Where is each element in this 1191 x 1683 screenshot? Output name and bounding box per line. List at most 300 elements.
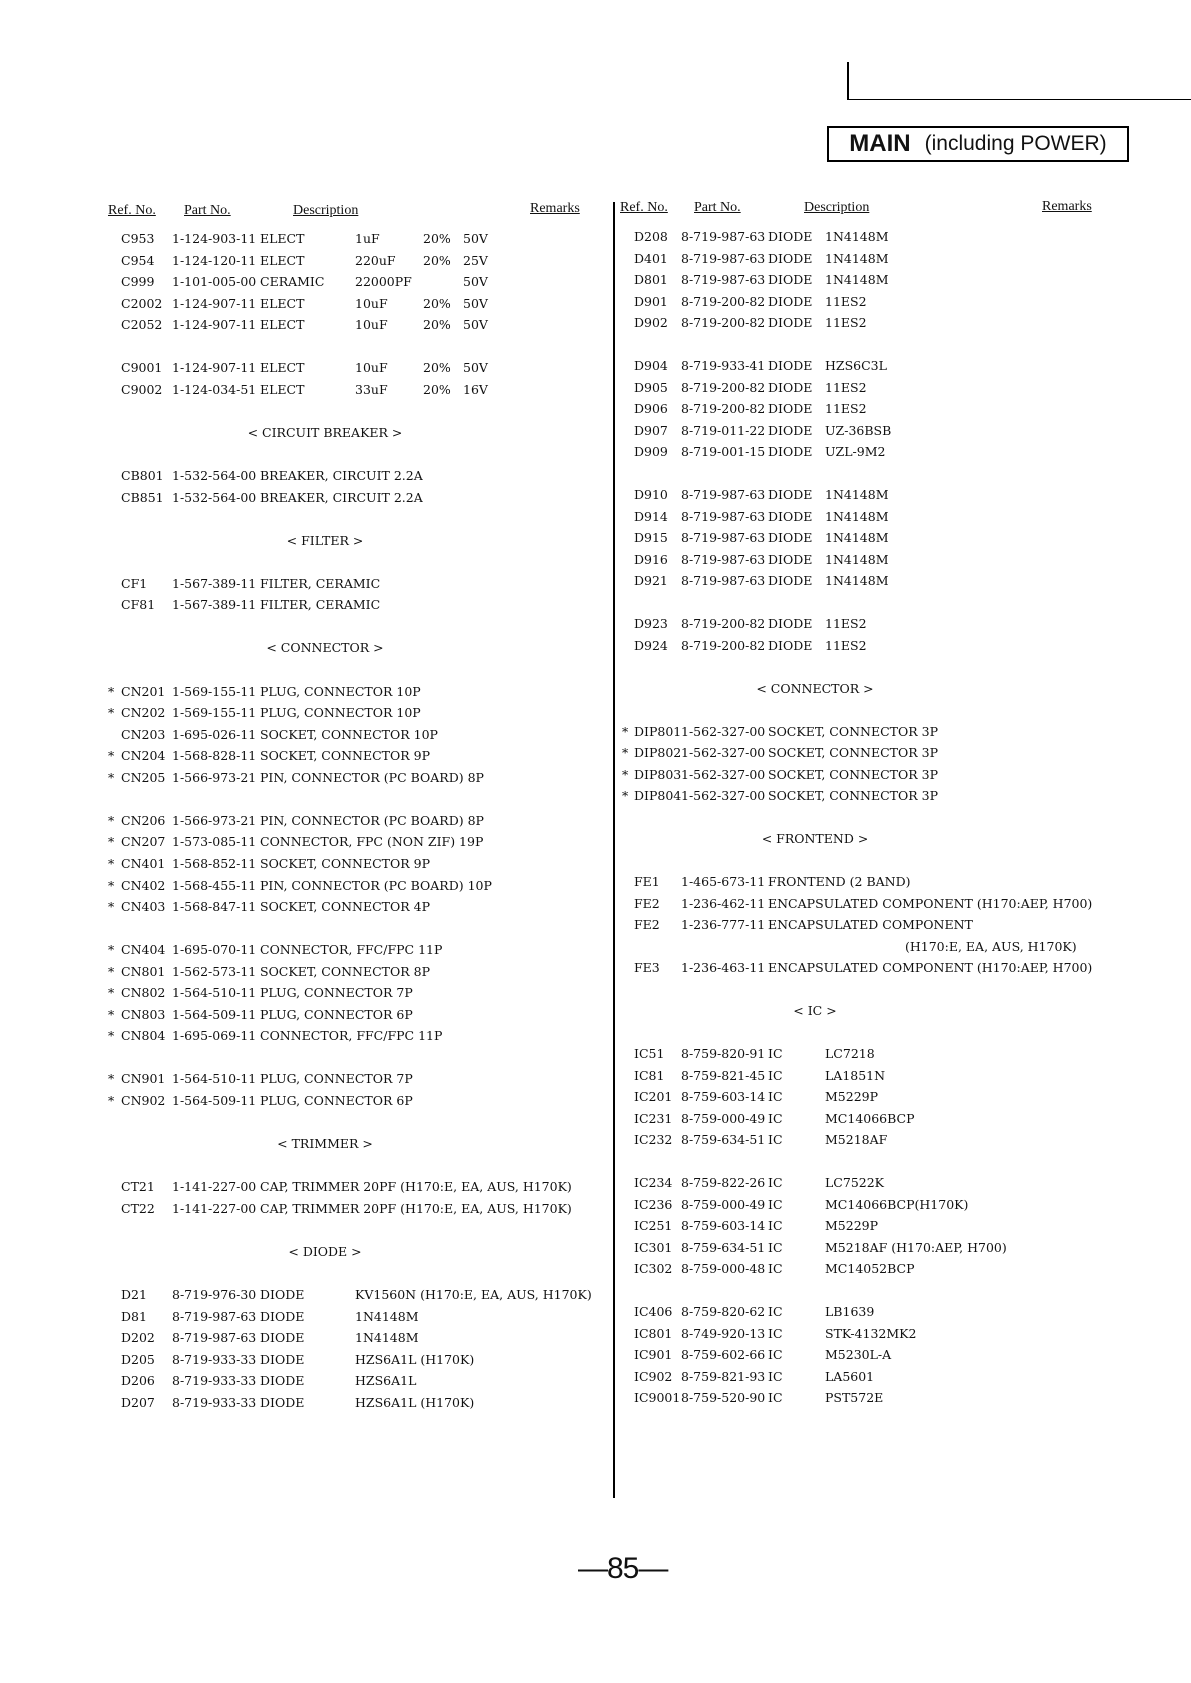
ref-no: CN902 xyxy=(121,1093,166,1108)
value: 11ES2 xyxy=(825,616,867,631)
part-no: 8-759-000-48 xyxy=(681,1261,766,1276)
description: DIODE xyxy=(260,1373,305,1389)
ref-no: CN901 xyxy=(121,1071,166,1087)
ref-no: FE2 xyxy=(634,917,660,932)
header-part-no: Part No. xyxy=(184,203,231,218)
description: CONNECTOR, FFC/FPC 11P xyxy=(260,1028,443,1044)
value: PST572E xyxy=(825,1390,884,1405)
description: DIODE xyxy=(260,1394,305,1410)
description: IC xyxy=(768,1196,783,1212)
description: DIODE xyxy=(260,1330,305,1346)
value: 1N4148M xyxy=(355,1308,419,1324)
ref-no: CN402 xyxy=(121,877,166,893)
ref-no: CN201 xyxy=(121,683,166,699)
description: DIODE xyxy=(768,401,813,416)
value: 1N4148M xyxy=(825,229,889,244)
part-no: 1-562-327-00 xyxy=(681,788,766,803)
section-heading: < FILTER > xyxy=(286,532,364,548)
safety-mark: * xyxy=(108,748,115,764)
ref-no: CN404 xyxy=(121,942,166,958)
part-no: 1-124-907-11 xyxy=(172,360,257,376)
section-heading: < IC > xyxy=(793,1003,837,1018)
safety-mark: * xyxy=(108,985,115,1001)
tolerance: 20% xyxy=(423,317,451,333)
part-no: 1-566-973-21 xyxy=(172,812,257,828)
description: DIODE xyxy=(768,508,813,524)
ref-no: C9002 xyxy=(121,381,163,397)
description: CAP, TRIMMER 20PF (H170:E, EA, AUS, H170K) xyxy=(260,1179,572,1195)
ref-no: IC51 xyxy=(634,1046,665,1061)
value: HZS6A1L (H170K) xyxy=(355,1351,475,1367)
ref-no: IC301 xyxy=(634,1239,673,1255)
part-no: 8-719-987-63 xyxy=(681,250,766,266)
description: DIODE xyxy=(768,573,813,588)
ref-no: CB801 xyxy=(121,468,164,484)
ref-no: CN801 xyxy=(121,963,166,979)
voltage: 50V xyxy=(463,317,488,333)
description: SOCKET, CONNECTOR 3P xyxy=(768,723,938,739)
part-no: 1-124-907-11 xyxy=(172,317,257,333)
part-no: 8-759-634-51 xyxy=(681,1239,766,1255)
description: DIODE xyxy=(768,250,813,266)
value: LC7522K xyxy=(825,1175,885,1190)
value: 1uF xyxy=(355,231,380,246)
description: PIN, CONNECTOR (PC BOARD) 10P xyxy=(260,877,492,893)
ref-no: D902 xyxy=(634,315,668,330)
header-description: Description xyxy=(293,203,359,218)
safety-mark: * xyxy=(108,855,115,871)
part-no: 8-719-987-63 xyxy=(681,573,766,588)
ref-no: IC236 xyxy=(634,1196,673,1212)
description: CERAMIC xyxy=(260,274,325,290)
part-no: 1-532-564-00 xyxy=(172,468,257,484)
part-no: 1-236-462-11 xyxy=(681,895,766,911)
ref-no: DIP803 xyxy=(634,766,682,782)
part-no: 1-124-120-11 xyxy=(172,252,257,268)
tolerance: 20% xyxy=(423,252,451,268)
section-title-box xyxy=(827,126,1129,162)
part-no: 1-564-509-11 xyxy=(172,1093,257,1108)
value: HZS6C3L xyxy=(825,358,887,373)
ref-no: FE1 xyxy=(634,874,660,889)
safety-mark: * xyxy=(622,788,629,803)
description: SOCKET, CONNECTOR 9P xyxy=(260,855,430,871)
description: SOCKET, CONNECTOR 3P xyxy=(768,745,938,760)
value: MC14066BCP(H170K) xyxy=(825,1196,969,1212)
part-no: 8-719-933-33 xyxy=(172,1394,257,1410)
header-part-no: Part No. xyxy=(694,200,741,215)
safety-mark: * xyxy=(108,877,115,893)
ref-no: IC232 xyxy=(634,1132,673,1147)
part-no: 8-759-603-14 xyxy=(681,1089,766,1104)
part-no: 8-719-933-41 xyxy=(681,358,766,373)
ref-no: C2052 xyxy=(121,317,163,333)
part-no: 8-749-920-13 xyxy=(681,1325,766,1341)
part-no: 1-465-673-11 xyxy=(681,874,766,889)
ref-no: D401 xyxy=(634,250,668,266)
ref-no: D907 xyxy=(634,422,668,438)
ref-no: D208 xyxy=(634,229,668,244)
part-no: 1-567-389-11 xyxy=(172,597,257,613)
part-no: 8-759-822-26 xyxy=(681,1175,766,1190)
page-number: —85— xyxy=(578,1552,668,1585)
header-remarks: Remarks xyxy=(530,201,580,216)
description: ELECT xyxy=(260,360,305,376)
description: ENCAPSULATED COMPONENT xyxy=(768,917,973,932)
ref-no: IC902 xyxy=(634,1368,673,1384)
description: DIODE xyxy=(768,616,813,631)
ref-no: D81 xyxy=(121,1308,147,1324)
value: 11ES2 xyxy=(825,379,867,395)
voltage: 50V xyxy=(463,231,488,246)
part-no: 8-719-001-15 xyxy=(681,444,766,459)
part-no: 1-564-510-11 xyxy=(172,1071,257,1087)
ref-no: CN403 xyxy=(121,899,166,915)
ref-no: CN204 xyxy=(121,748,166,764)
ref-no: D916 xyxy=(634,551,668,567)
section-heading: < TRIMMER > xyxy=(277,1136,373,1152)
ref-no: D910 xyxy=(634,487,668,502)
value: MC14052BCP xyxy=(825,1261,915,1276)
description: SOCKET, CONNECTOR 10P xyxy=(260,726,438,742)
part-no: 8-719-987-63 xyxy=(681,272,766,287)
description: SOCKET, CONNECTOR 3P xyxy=(768,766,938,782)
part-no: 8-719-976-30 xyxy=(172,1286,257,1302)
ref-no: FE2 xyxy=(634,895,660,911)
description: BREAKER, CIRCUIT 2.2A xyxy=(260,468,423,484)
voltage: 50V xyxy=(463,360,488,376)
safety-mark: * xyxy=(622,723,629,739)
description: IC xyxy=(768,1239,783,1255)
value: 22000PF xyxy=(355,274,412,290)
description: SOCKET, CONNECTOR 8P xyxy=(260,963,430,979)
part-no: 8-719-933-33 xyxy=(172,1373,257,1389)
column-divider xyxy=(613,202,615,1498)
part-no: 1-532-564-00 xyxy=(172,489,257,505)
part-no: 8-719-987-63 xyxy=(681,229,766,244)
part-no: 8-719-987-63 xyxy=(172,1330,257,1346)
value: 10uF xyxy=(355,295,388,311)
description: IC xyxy=(768,1347,783,1362)
value: 10uF xyxy=(355,360,388,376)
ref-no: D21 xyxy=(121,1286,147,1302)
ref-no: IC201 xyxy=(634,1089,673,1104)
section-heading: < DIODE > xyxy=(288,1243,362,1259)
ref-no: IC801 xyxy=(634,1325,673,1341)
safety-mark: * xyxy=(622,766,629,782)
ref-no: IC234 xyxy=(634,1175,673,1190)
description: IC xyxy=(768,1218,783,1233)
part-no: 1-568-455-11 xyxy=(172,877,257,893)
value: 33uF xyxy=(355,381,388,397)
header-description: Description xyxy=(804,200,870,215)
part-no: 8-719-200-82 xyxy=(681,315,766,330)
voltage: 50V xyxy=(463,295,488,311)
part-no: 8-719-987-63 xyxy=(172,1308,257,1324)
ref-no: IC302 xyxy=(634,1261,673,1276)
description: BREAKER, CIRCUIT 2.2A xyxy=(260,489,423,505)
description: ENCAPSULATED COMPONENT (H170:AEP, H700) xyxy=(768,895,1093,911)
ref-no: C954 xyxy=(121,252,155,268)
safety-mark: * xyxy=(622,745,629,760)
part-no: 8-759-603-14 xyxy=(681,1218,766,1233)
ref-no: IC406 xyxy=(634,1304,673,1319)
ref-no: CN401 xyxy=(121,855,166,871)
ref-no: C9001 xyxy=(121,360,163,376)
ref-no: CB851 xyxy=(121,489,164,505)
part-no: 1-566-973-21 xyxy=(172,769,257,785)
ref-no: IC251 xyxy=(634,1218,673,1233)
ref-no: CN804 xyxy=(121,1028,166,1044)
tolerance: 20% xyxy=(423,381,451,397)
ref-no: DIP804 xyxy=(634,788,682,803)
description: IC xyxy=(768,1304,783,1319)
description: DIODE xyxy=(768,530,813,545)
description: DIODE xyxy=(768,293,813,309)
value: LA1851N xyxy=(825,1067,886,1083)
description: IC xyxy=(768,1132,783,1147)
description: DIODE xyxy=(768,358,813,373)
ref-no: D909 xyxy=(634,444,668,459)
description: PLUG, CONNECTOR 7P xyxy=(260,1071,413,1087)
part-no: 1-695-069-11 xyxy=(172,1028,257,1044)
value: UZL-9M2 xyxy=(825,444,886,459)
ref-no: D901 xyxy=(634,293,668,309)
description: DIODE xyxy=(768,444,813,459)
description: PIN, CONNECTOR (PC BOARD) 8P xyxy=(260,812,484,828)
ref-no: D904 xyxy=(634,358,668,373)
description: ELECT xyxy=(260,295,305,311)
part-no: 8-759-000-49 xyxy=(681,1196,766,1212)
ref-no: DIP801 xyxy=(634,723,682,739)
ref-no: CF1 xyxy=(121,575,148,591)
part-no: 1-124-034-51 xyxy=(172,381,257,397)
tolerance: 20% xyxy=(423,231,451,246)
ref-no: C2002 xyxy=(121,295,163,311)
ref-no: CF81 xyxy=(121,597,156,613)
tolerance: 20% xyxy=(423,360,451,376)
part-no: 1-562-327-00 xyxy=(681,723,766,739)
safety-mark: * xyxy=(108,812,115,828)
ref-no: CN803 xyxy=(121,1006,166,1022)
part-no: 8-719-011-22 xyxy=(681,422,766,438)
value: MC14066BCP xyxy=(825,1110,915,1126)
safety-mark: * xyxy=(108,1071,115,1087)
description: IC xyxy=(768,1110,783,1126)
value: M5229P xyxy=(825,1218,879,1233)
description: DIODE xyxy=(768,637,813,653)
remarks-continuation: (H170:E, EA, AUS, H170K) xyxy=(905,938,1077,954)
value: 1N4148M xyxy=(825,573,889,588)
description: CAP, TRIMMER 20PF (H170:E, EA, AUS, H170K) xyxy=(260,1200,572,1216)
description: IC xyxy=(768,1046,783,1061)
voltage: 16V xyxy=(463,381,488,397)
ref-no: CN202 xyxy=(121,705,166,721)
value: M5218AF xyxy=(825,1132,888,1147)
safety-mark: * xyxy=(108,834,115,850)
part-no: 1-568-847-11 xyxy=(172,899,257,915)
part-no: 1-101-005-00 xyxy=(172,274,257,290)
safety-mark: * xyxy=(108,899,115,915)
description: PLUG, CONNECTOR 6P xyxy=(260,1093,413,1108)
description: DIODE xyxy=(768,551,813,567)
part-no: 8-759-820-91 xyxy=(681,1046,766,1061)
value: 220uF xyxy=(355,252,396,268)
description: IC xyxy=(768,1261,783,1276)
section-heading: < CONNECTOR > xyxy=(756,680,874,696)
description: PIN, CONNECTOR (PC BOARD) 8P xyxy=(260,769,484,785)
value: KV1560N (H170:E, EA, AUS, H170K) xyxy=(355,1286,592,1302)
part-no: 8-719-987-63 xyxy=(681,508,766,524)
value: 1N4148M xyxy=(355,1330,419,1346)
part-no: 8-719-987-63 xyxy=(681,487,766,502)
part-no: 8-719-200-82 xyxy=(681,616,766,631)
value: 11ES2 xyxy=(825,637,867,653)
voltage: 50V xyxy=(463,274,488,290)
safety-mark: * xyxy=(108,1028,115,1044)
safety-mark: * xyxy=(108,705,115,721)
ref-no: CN207 xyxy=(121,834,166,850)
description: CONNECTOR, FPC (NON ZIF) 19P xyxy=(260,834,484,850)
description: ELECT xyxy=(260,381,305,397)
ref-no: FE3 xyxy=(634,960,660,975)
description: PLUG, CONNECTOR 6P xyxy=(260,1006,413,1022)
value: M5230L-A xyxy=(825,1347,892,1362)
ref-no: CT22 xyxy=(121,1200,155,1216)
description: DIODE xyxy=(768,229,813,244)
value: HZS6A1L (H170K) xyxy=(355,1394,475,1410)
value: M5229P xyxy=(825,1089,879,1104)
description: DIODE xyxy=(768,487,813,502)
part-no: 1-562-573-11 xyxy=(172,963,257,979)
section-subtitle: (including POWER) xyxy=(924,132,1107,155)
safety-mark: * xyxy=(108,683,115,699)
value: LC7218 xyxy=(825,1046,875,1061)
part-no: 8-719-200-82 xyxy=(681,401,766,416)
safety-mark: * xyxy=(108,942,115,958)
part-no: 1-568-852-11 xyxy=(172,855,257,871)
voltage: 25V xyxy=(463,252,488,268)
safety-mark: * xyxy=(108,1093,115,1108)
part-no: 1-569-155-11 xyxy=(172,705,257,721)
value: 1N4148M xyxy=(825,551,889,567)
description: SOCKET, CONNECTOR 4P xyxy=(260,899,430,915)
ref-no: DIP802 xyxy=(634,745,682,760)
description: DIODE xyxy=(768,422,813,438)
ref-no: D924 xyxy=(634,637,668,653)
ref-no: CN802 xyxy=(121,985,166,1001)
description: PLUG, CONNECTOR 10P xyxy=(260,705,421,721)
safety-mark: * xyxy=(108,769,115,785)
ref-no: IC231 xyxy=(634,1110,673,1126)
description: FRONTEND (2 BAND) xyxy=(768,874,911,889)
ref-no: D202 xyxy=(121,1330,155,1346)
description: IC xyxy=(768,1368,783,1384)
part-no: 1-568-828-11 xyxy=(172,748,257,764)
part-no: 8-759-520-90 xyxy=(681,1390,766,1405)
description: ELECT xyxy=(260,317,305,333)
value: M5218AF (H170:AEP, H700) xyxy=(825,1239,1007,1255)
ref-no: D206 xyxy=(121,1373,155,1389)
description: DIODE xyxy=(768,315,813,330)
part-no: 8-719-200-82 xyxy=(681,379,766,395)
description: SOCKET, CONNECTOR 3P xyxy=(768,788,938,803)
part-no: 8-719-933-33 xyxy=(172,1351,257,1367)
part-no: 1-564-510-11 xyxy=(172,985,257,1001)
header-ref-no: Ref. No. xyxy=(620,200,668,215)
section-title: MAIN xyxy=(849,130,911,157)
description: DIODE xyxy=(768,272,813,287)
part-no: 8-759-821-45 xyxy=(681,1067,766,1083)
description: IC xyxy=(768,1390,783,1405)
value: HZS6A1L xyxy=(355,1373,417,1389)
value: LA5601 xyxy=(825,1368,875,1384)
part-no: 1-236-777-11 xyxy=(681,917,766,932)
description: PLUG, CONNECTOR 10P xyxy=(260,683,421,699)
value: 1N4148M xyxy=(825,272,889,287)
corner-rule-horizontal xyxy=(847,99,1191,100)
ref-no: D905 xyxy=(634,379,668,395)
ref-no: D915 xyxy=(634,530,668,545)
section-heading: < CIRCUIT BREAKER > xyxy=(247,424,403,440)
description: IC xyxy=(768,1325,783,1341)
part-no: 1-564-509-11 xyxy=(172,1006,257,1022)
corner-rule-vertical xyxy=(847,62,849,100)
part-no: 1-562-327-00 xyxy=(681,745,766,760)
description: PLUG, CONNECTOR 7P xyxy=(260,985,413,1001)
ref-no: D921 xyxy=(634,573,668,588)
part-no: 1-573-085-11 xyxy=(172,834,257,850)
value: STK-4132MK2 xyxy=(825,1325,917,1341)
description: DIODE xyxy=(260,1351,305,1367)
header-remarks: Remarks xyxy=(1042,199,1092,214)
ref-no: D801 xyxy=(634,272,668,287)
value: LB1639 xyxy=(825,1304,875,1319)
part-no: 8-759-820-62 xyxy=(681,1304,766,1319)
part-no: 8-759-634-51 xyxy=(681,1132,766,1147)
safety-mark: * xyxy=(108,963,115,979)
ref-no: C953 xyxy=(121,231,155,246)
part-no: 1-236-463-11 xyxy=(681,960,766,975)
value: 1N4148M xyxy=(825,487,889,502)
part-no: 8-719-200-82 xyxy=(681,637,766,653)
ref-no: CN205 xyxy=(121,769,166,785)
ref-no: D914 xyxy=(634,508,668,524)
part-no: 8-719-987-63 xyxy=(681,551,766,567)
description: DIODE xyxy=(260,1308,305,1324)
value: 1N4148M xyxy=(825,250,889,266)
ref-no: CT21 xyxy=(121,1179,155,1195)
ref-no: CN206 xyxy=(121,812,166,828)
description: DIODE xyxy=(768,379,813,395)
tolerance: 20% xyxy=(423,295,451,311)
section-heading: < CONNECTOR > xyxy=(266,640,384,656)
section-heading: < FRONTEND > xyxy=(761,831,869,846)
ref-no: D923 xyxy=(634,616,668,631)
description: ELECT xyxy=(260,231,305,246)
description: SOCKET, CONNECTOR 9P xyxy=(260,748,430,764)
value: 10uF xyxy=(355,317,388,333)
description: FILTER, CERAMIC xyxy=(260,575,381,591)
description: FILTER, CERAMIC xyxy=(260,597,381,613)
value: UZ-36BSB xyxy=(825,422,892,438)
part-no: 1-562-327-00 xyxy=(681,766,766,782)
part-no: 8-719-987-63 xyxy=(681,530,766,545)
ref-no: CN203 xyxy=(121,726,166,742)
part-no: 8-759-821-93 xyxy=(681,1368,766,1384)
part-no: 1-124-907-11 xyxy=(172,295,257,311)
ref-no: IC81 xyxy=(634,1067,665,1083)
